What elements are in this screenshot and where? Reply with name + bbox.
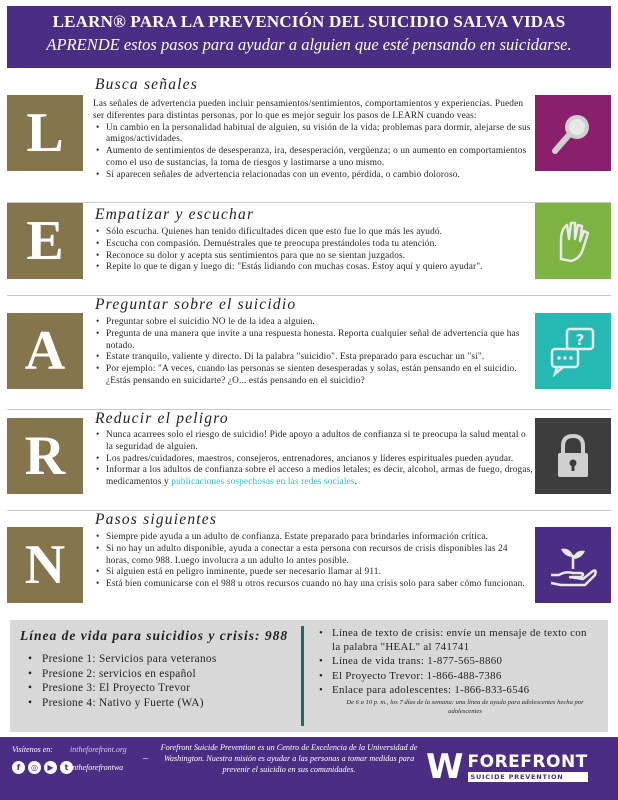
letter-n: N <box>7 527 83 603</box>
section-title: Reducir el peligro <box>95 410 229 427</box>
list-item: • Si aparecen señales de advertencia relacionadas con un evento, pérdida, o cambio doloroso. <box>93 170 533 182</box>
list-item <box>93 465 533 489</box>
uw-logo-mark: W <box>426 747 464 787</box>
list-item: • Por ejemplo: "A veces, cuando las personas se sienten desesperadas y solas, están pensando en el suicidio. ¿Estás pensando en suicidarte? ¿O... estás pensando en el suicidio? <box>93 364 533 388</box>
visit-label: Visítenos en: <box>12 745 53 754</box>
twitter-icon[interactable]: t <box>60 761 73 774</box>
section-ask <box>7 296 611 408</box>
lifeline-left <box>20 628 300 711</box>
social-icons <box>12 761 73 774</box>
list-item: • Los padres/cuidadores, maestros, consejeros, entrenadores, ancianos y líderes espirituales pueden ayudar. <box>93 454 533 466</box>
list-item: • Presione 3: El Proyecto Trevor <box>20 681 300 696</box>
section-body <box>93 532 533 591</box>
list-item: • Presione 4: Nativo y Fuerte (WA) <box>20 696 300 711</box>
website-link[interactable]: intheforefront.org <box>70 745 127 754</box>
magnifier-icon <box>535 95 611 171</box>
footer <box>0 737 618 800</box>
padlock-icon <box>535 418 611 494</box>
forefront-logo <box>426 747 588 787</box>
list-item: • Sólo escucha. Quienes han tenido dificultades dicen que esto fue lo que más les ayudó. <box>93 227 533 239</box>
speech-bubbles-question-icon <box>535 313 611 389</box>
section-intro: Las señales de advertencia pueden incluir pensamientos/sentimientos, comportamientos y experiencias. Pueden ser diferentes para distintas personas, por lo que es mejor seguir los pasos de LEARN cuando veas: <box>93 99 524 121</box>
organization-description: Forefront Suicide Prevention es un Centro de Excelencia de la Universidad de Washington. Nuestra misión es ayudar a las personas a tomar medidas para prevenir el suicidio en sus comunidades. <box>160 743 418 774</box>
list-item: • Escucha con compasión. Demuéstrales que te preocupa prestándoles toda tu atención. <box>93 239 533 251</box>
section-body <box>93 430 533 489</box>
logo-name: FOREFRONT <box>467 751 588 772</box>
crisis-lifeline-box <box>10 620 608 732</box>
list-item: • Reconoce su dolor y acepta sus sentimientos para que no se sientan juzgados. <box>93 251 533 263</box>
list-item: • Nunca acarrees solo el riesgo de suicidio! Pide apoyo a adultos de confianza si te preocupa la salud mental o la seguridad de alguien. <box>93 430 533 454</box>
lifeline-title: Línea de vida para suicidios y crisis: 988 <box>20 628 289 643</box>
letter-l: L <box>7 95 83 171</box>
section-next-steps <box>7 511 611 617</box>
list-item-text: Informar a los adultos de confianza sobre el acceso a medios letales; es decir, alcohol, armas de fuego, drogas, medicamentos y <box>106 465 533 488</box>
social-handle[interactable]: intheforefrontwa <box>70 763 124 772</box>
list-item: • Un cambio en la personalidad habitual de alguien, su visión de la vida; problemas para dormir, alejarse de sus amigos/actividades. <box>93 123 533 147</box>
section-title: Busca señales <box>95 76 198 93</box>
youtube-icon[interactable]: ▶ <box>44 761 57 774</box>
svg-text:?: ? <box>575 331 585 349</box>
list-item: • Si no hay un adulto disponible, ayuda a conectar a esta persona con recursos de crisis disponibles las 24 horas, como 988. Luego involucra a un adulto lo antes posible. <box>93 544 533 568</box>
section-title: Empatizar y escuchar <box>95 206 255 223</box>
section-body <box>93 99 533 182</box>
section-body <box>93 227 533 274</box>
list-item: • Si alguien está en peligro inminente, puede ser necesario llamar al 911. <box>93 567 533 579</box>
header-banner <box>7 6 611 68</box>
list-item: • Presione 1: Servicios para veteranos <box>20 652 300 667</box>
social-media-link[interactable]: publicaciones sospechosas en las redes sociales <box>171 477 355 488</box>
lifeline-right <box>312 626 598 716</box>
separator-dash: – <box>143 753 148 764</box>
section-title: Pasos siguientes <box>95 511 218 528</box>
list-item: • Línea de vida trans: 1-877-565-8860 <box>312 654 598 668</box>
list-item: • Estate tranquilo, valiente y directo. Di la palabra "suicidio". Esta preparado para escuchar un "sí". <box>93 352 533 364</box>
section-body <box>93 317 533 388</box>
teen-link-note: De 6 a 10 p. m., los 7 días de la semana: una línea de ayuda para adolescentes hecha por adolescentes <box>346 699 584 716</box>
hand-with-sprout-icon <box>535 527 611 603</box>
page-title: LEARN® PARA LA PREVENCIÓN DEL SUICIDIO SALVA VIDAS <box>52 12 566 31</box>
list-item-tail: . <box>354 477 358 488</box>
hand-over-heart-icon <box>535 203 611 279</box>
section-look <box>7 72 611 202</box>
logo-subtitle: SUICIDE PREVENTION <box>468 772 588 782</box>
list-item: • Enlace para adolescentes: 1-866-833-6546 <box>312 683 598 697</box>
list-item: • Siempre pide ayuda a un adulto de confianza. Estate preparado para brindarles información crítica. <box>93 532 533 544</box>
list-item: • El Proyecto Trevor: 1-866-488-7386 <box>312 669 598 683</box>
list-item: • Presione 2: servicios en español <box>20 667 300 682</box>
section-empathize <box>7 203 611 295</box>
section-reduce <box>7 410 611 510</box>
instagram-icon[interactable]: ◎ <box>28 761 41 774</box>
lifeline-divider <box>301 626 304 726</box>
list-item: • Línea de texto de crisis: envíe un mensaje de texto con la palabra "HEAL" al 741741 <box>312 626 598 654</box>
section-title: Preguntar sobre el suicidio <box>95 296 297 313</box>
letter-r: R <box>7 418 83 494</box>
list-item: • Repite lo que te digan y luego di: "Estás lidiando con muchas cosas. Estoy aquí y quiero ayudar". <box>93 262 533 274</box>
letter-e: E <box>7 203 83 279</box>
list-item: • Está bien comunicarse con el 988 u otros recursos cuando no hay una crisis solo para saber cómo funcionan. <box>93 579 533 591</box>
list-item: • Preguntar sobre el suicidio NO le de la idea a alguien. <box>93 317 533 329</box>
list-item: • Aumento de sentimientos de desesperanza, ira, desesperación, vergüenza; o un aumento en comportamientos como el uso de sustancias, la toma de riesgos y lastimarse a uno mismo. <box>93 146 533 170</box>
letter-a: A <box>7 313 83 389</box>
page-subtitle: APRENDE estos pasos para ayudar a alguien que esté pensando en suicidarse. <box>46 35 572 54</box>
list-item: • Pregunta de una manera que invite a una respuesta honesta. Reporta cualquier señal de advertencia que has notado. <box>93 329 533 353</box>
facebook-icon[interactable]: f <box>12 761 25 774</box>
